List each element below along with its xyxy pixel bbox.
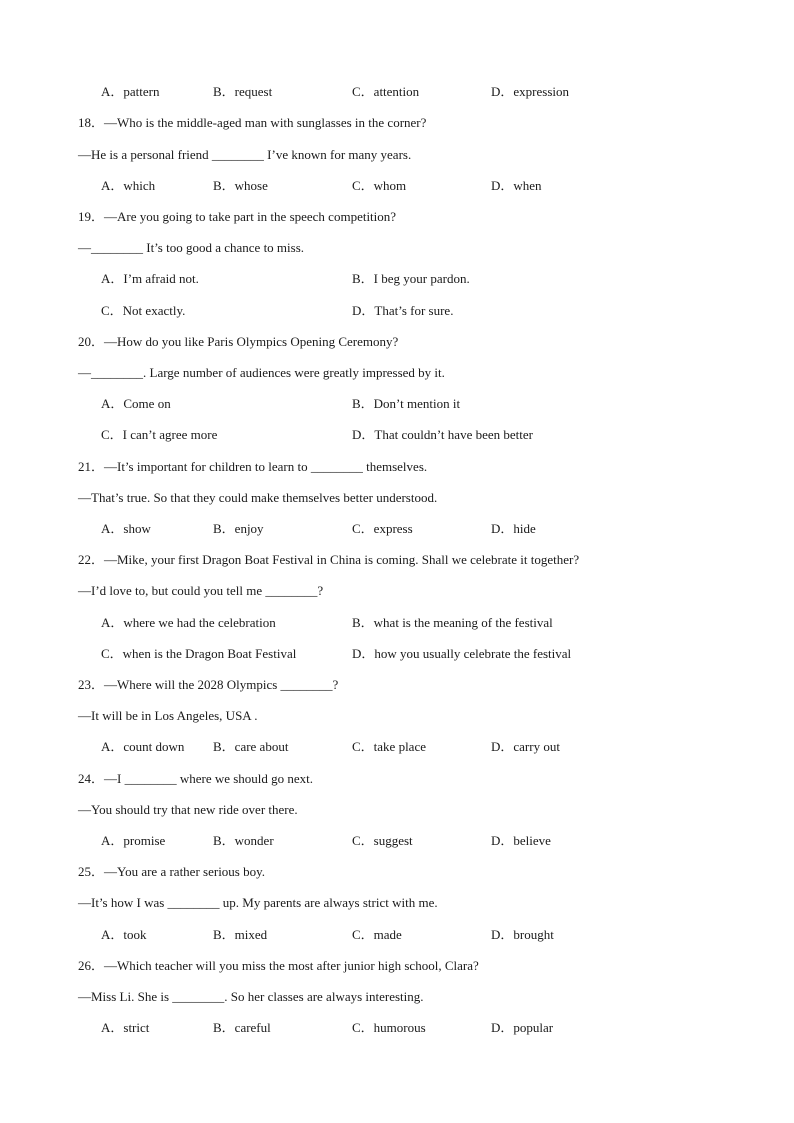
answer-option: D．brought — [491, 927, 554, 942]
answer-option: C．I can’t agree more — [101, 427, 218, 442]
question-line: 26．—Which teacher will you miss the most after junior high school, Clara? — [78, 958, 479, 973]
answer-option: B．Don’t mention it — [352, 396, 461, 411]
question-line: 21．—It’s important for children to learn to ________ themselves. — [78, 459, 428, 474]
answer-option: C．humorous — [352, 1020, 426, 1035]
question-line: 23．—Where will the 2028 Olympics ________? — [78, 677, 339, 692]
answer-option: A．pattern — [101, 84, 160, 99]
question-line: 19．—Are you going to take part in the speech competition? — [78, 209, 397, 224]
answer-option: B．careful — [213, 1020, 271, 1035]
question-line: —Miss Li. She is ________. So her classes are always interesting. — [78, 989, 424, 1004]
answer-option: C．suggest — [352, 833, 413, 848]
answer-option: D．popular — [491, 1020, 554, 1035]
answer-option: C．Not exactly. — [101, 303, 186, 318]
answer-option: A．count down — [101, 739, 185, 754]
answer-option: D．expression — [491, 84, 569, 99]
answer-option: C．whom — [352, 178, 407, 193]
answer-option: A．promise — [101, 833, 166, 848]
answer-option: D．carry out — [491, 739, 560, 754]
answer-option: D．when — [491, 178, 542, 193]
answer-option: B．I beg your pardon. — [352, 271, 470, 286]
question-line: —He is a personal friend ________ I’ve known for many years. — [78, 147, 412, 162]
question-line: —It’s how I was ________ up. My parents are always strict with me. — [78, 895, 438, 910]
answer-option: B．what is the meaning of the festival — [352, 615, 553, 630]
answer-option: A．strict — [101, 1020, 150, 1035]
question-line: —You should try that new ride over there. — [78, 802, 298, 817]
answer-option: B．care about — [213, 739, 289, 754]
answer-option: B．mixed — [213, 927, 268, 942]
answer-option: A．which — [101, 178, 156, 193]
answer-option: C．when is the Dragon Boat Festival — [101, 646, 297, 661]
answer-option: B．whose — [213, 178, 268, 193]
question-line: 24．—I ________ where we should go next. — [78, 771, 314, 786]
answer-option: D．how you usually celebrate the festival — [352, 646, 572, 661]
question-line: —It will be in Los Angeles, USA . — [78, 708, 258, 723]
answer-option: D．That’s for sure. — [352, 303, 454, 318]
question-line: —That’s true. So that they could make themselves better understood. — [78, 490, 438, 505]
question-line: —I’d love to, but could you tell me ________? — [78, 583, 324, 598]
answer-option: B．request — [213, 84, 273, 99]
answer-option: D．believe — [491, 833, 551, 848]
question-line: 22．—Mike, your first Dragon Boat Festival in China is coming. Shall we celebrate it together? — [78, 552, 580, 567]
question-line: —________. Large number of audiences were greatly impressed by it. — [78, 365, 445, 380]
answer-option: A．I’m afraid not. — [101, 271, 199, 286]
answer-option: C．take place — [352, 739, 426, 754]
question-line: 20．—How do you like Paris Olympics Opening Ceremony? — [78, 334, 399, 349]
question-line: —________ It’s too good a chance to miss. — [78, 240, 305, 255]
answer-option: D．hide — [491, 521, 536, 536]
answer-option: D．That couldn’t have been better — [352, 427, 533, 442]
answer-option: C．express — [352, 521, 413, 536]
answer-option: B．wonder — [213, 833, 274, 848]
answer-option: A．took — [101, 927, 147, 942]
answer-option: A．show — [101, 521, 151, 536]
answer-option: C．attention — [352, 84, 420, 99]
question-line: 25．—You are a rather serious boy. — [78, 864, 266, 879]
answer-option: B．enjoy — [213, 521, 264, 536]
answer-option: C．made — [352, 927, 402, 942]
question-line: 18．—Who is the middle-aged man with sunglasses in the corner? — [78, 115, 427, 130]
answer-option: A．Come on — [101, 396, 171, 411]
answer-option: A．where we had the celebration — [101, 615, 276, 630]
